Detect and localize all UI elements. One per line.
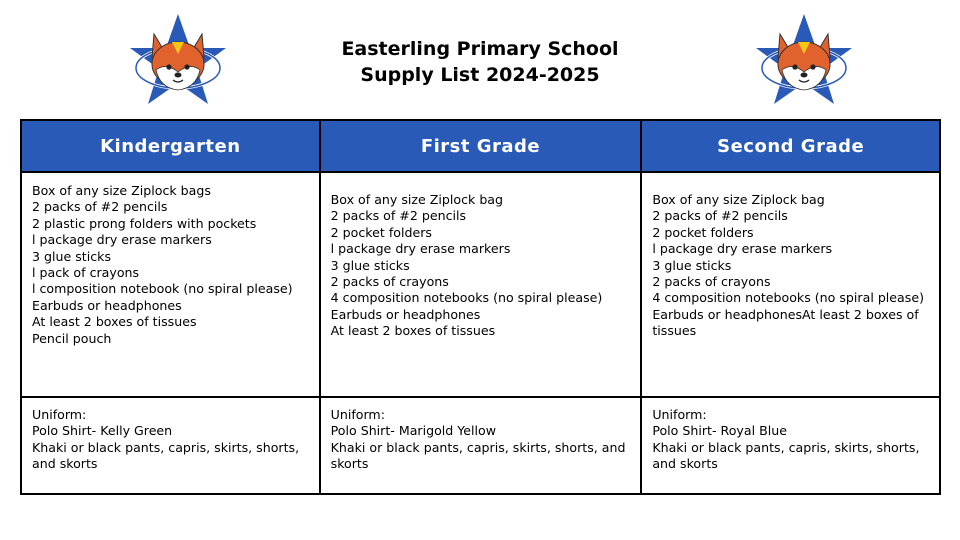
supply-item: l pack of crayons xyxy=(32,265,140,281)
uniform-bottoms: Khaki or black pants, capris, skirts, shorts, and skorts xyxy=(32,439,300,472)
supply-item: 3 glue sticks xyxy=(32,248,112,264)
supply-table xyxy=(20,119,941,495)
supply-item: Box of any size Ziplock bag xyxy=(330,192,504,207)
supply-item: Earbuds or headphones xyxy=(32,297,182,313)
uniform-row xyxy=(21,397,940,494)
supply-item: 3 glue sticks xyxy=(652,257,732,273)
uniform-label: Uniform: xyxy=(32,407,87,422)
supply-list-subtitle: Supply List 2024-2025 xyxy=(360,64,600,86)
supply-item: 4 composition notebooks (no spiral please) xyxy=(330,290,603,306)
supply-item: 3 glue sticks xyxy=(330,257,410,273)
grade-header-first: First Grade xyxy=(320,120,642,172)
uniform-label: Uniform: xyxy=(652,407,707,422)
supplies-row xyxy=(21,172,940,397)
supplies-first-grade xyxy=(320,172,642,397)
uniform-label: Uniform: xyxy=(330,407,385,422)
supply-item: 2 packs of #2 pencils xyxy=(32,199,168,215)
supply-item: Box of any size Ziplock bags xyxy=(32,183,211,198)
supply-item: l package dry erase markers xyxy=(652,241,833,257)
supply-item: At least 2 boxes of tissues xyxy=(330,323,496,339)
supply-item: 2 pocket folders xyxy=(652,224,754,240)
uniform-second-grade xyxy=(641,397,940,494)
supplies-second-grade xyxy=(641,172,940,397)
uniform-shirt: Polo Shirt- Royal Blue xyxy=(652,423,787,439)
grade-header-kindergarten: Kindergarten xyxy=(21,120,320,172)
page-title xyxy=(0,36,960,88)
uniform-first-grade xyxy=(320,397,642,494)
supply-item: 2 packs of #2 pencils xyxy=(330,208,467,224)
school-name: Easterling Primary School xyxy=(341,38,619,60)
uniform-bottoms: Khaki or black pants, capris, skirts, shorts, and skorts xyxy=(652,439,920,472)
supply-item: 2 packs of crayons xyxy=(330,274,449,290)
supply-item: l composition notebook (no spiral please) xyxy=(32,281,293,297)
grade-header-row xyxy=(21,120,940,172)
supply-item: 2 packs of crayons xyxy=(652,274,771,290)
supply-item: 2 plastic prong folders with pockets xyxy=(32,215,257,231)
supply-item: Earbuds or headphonesAt least 2 boxes of tissues xyxy=(652,306,919,339)
supply-item: 2 packs of #2 pencils xyxy=(652,208,788,224)
supply-item: 4 composition notebooks (no spiral please) xyxy=(652,290,924,306)
uniform-bottoms: Khaki or black pants, capris, skirts, shorts, and skorts xyxy=(330,439,626,472)
supply-item: l package dry erase markers xyxy=(32,232,212,248)
supply-item: 2 pocket folders xyxy=(330,224,432,240)
grade-header-second: Second Grade xyxy=(641,120,940,172)
supply-item: At least 2 boxes of tissues xyxy=(32,314,197,330)
supplies-kindergarten xyxy=(21,172,320,397)
uniform-shirt: Polo Shirt- Kelly Green xyxy=(32,423,173,439)
supply-item: l package dry erase markers xyxy=(330,241,511,257)
supply-item: Earbuds or headphones xyxy=(330,306,481,322)
uniform-kindergarten xyxy=(21,397,320,494)
supply-item: Box of any size Ziplock bag xyxy=(652,192,825,207)
supply-item: Pencil pouch xyxy=(32,330,112,346)
uniform-shirt: Polo Shirt- Marigold Yellow xyxy=(330,423,497,439)
